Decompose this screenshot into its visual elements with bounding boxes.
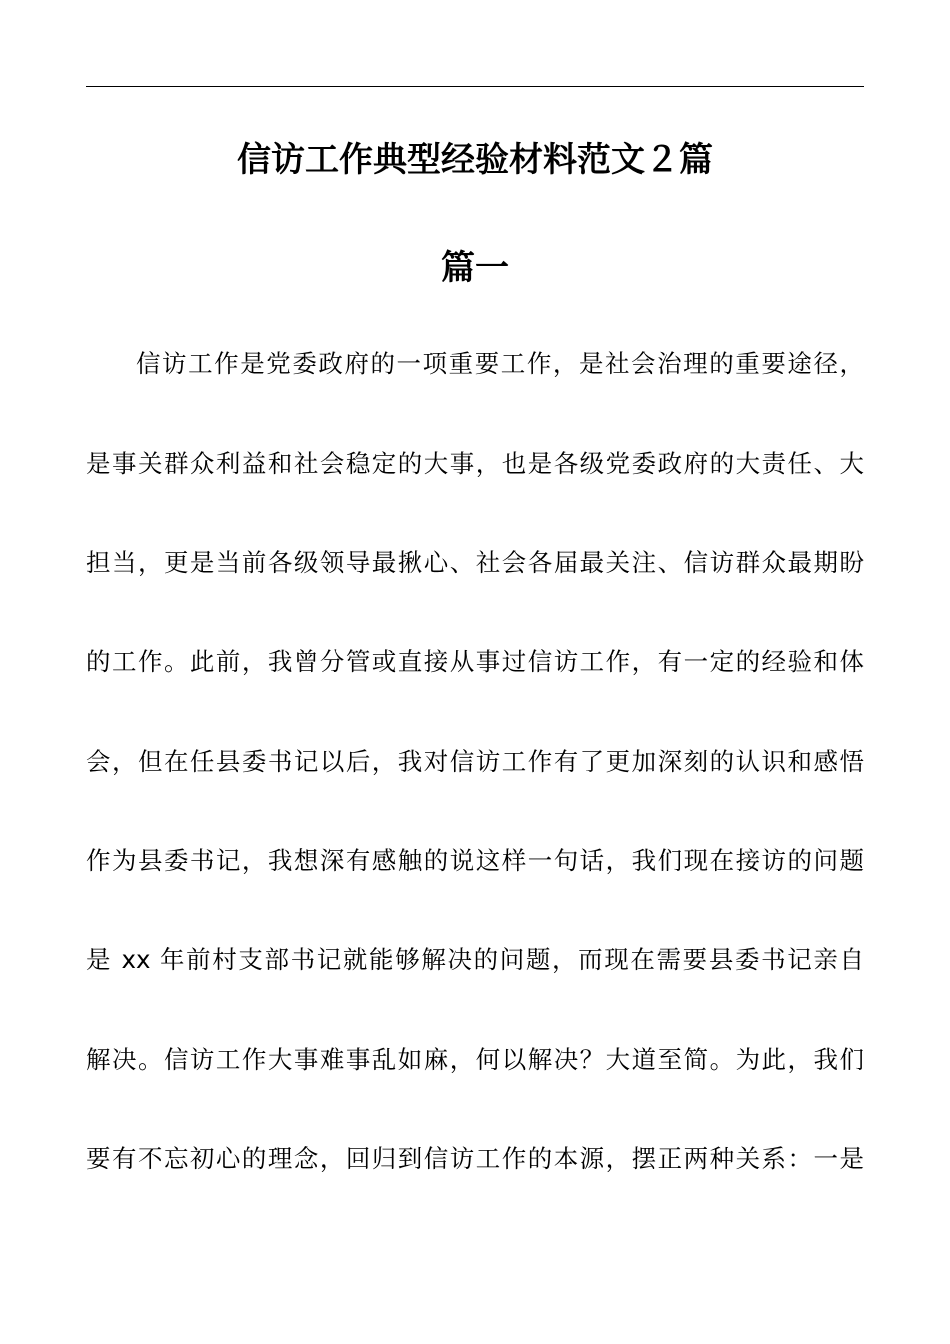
body-line-3: 担当，更是当前各级领导最揪心、社会各届最关注、信访群众最期盼 [86,548,864,577]
body-line-7: 是 xx 年前村支部书记就能够解决的问题，而现在需要县委书记亲自 [86,945,864,974]
section-heading: 篇一 [441,248,509,288]
body-line-6: 作为县委书记，我想深有感触的说这样一句话，我们现在接访的问题 [86,846,864,875]
body-line-5: 会，但在任县委书记以后，我对信访工作有了更加深刻的认识和感悟 [86,747,864,776]
body-line-8: 解决。信访工作大事难事乱如麻，何以解决？大道至简。为此，我们 [86,1045,864,1074]
header-rule [86,86,864,87]
body-line-1: 信访工作是党委政府的一项重要工作，是社会治理的重要途径， [136,349,864,378]
document-title: 信访工作典型经验材料范文２篇 [237,140,713,180]
body-line-4: 的工作。此前，我曾分管或直接从事过信访工作，有一定的经验和体 [86,647,864,676]
body-line-9: 要有不忘初心的理念，回归到信访工作的本源，摆正两种关系：一是 [86,1144,864,1173]
body-line-2: 是事关群众利益和社会稳定的大事，也是各级党委政府的大责任、大 [86,449,864,478]
